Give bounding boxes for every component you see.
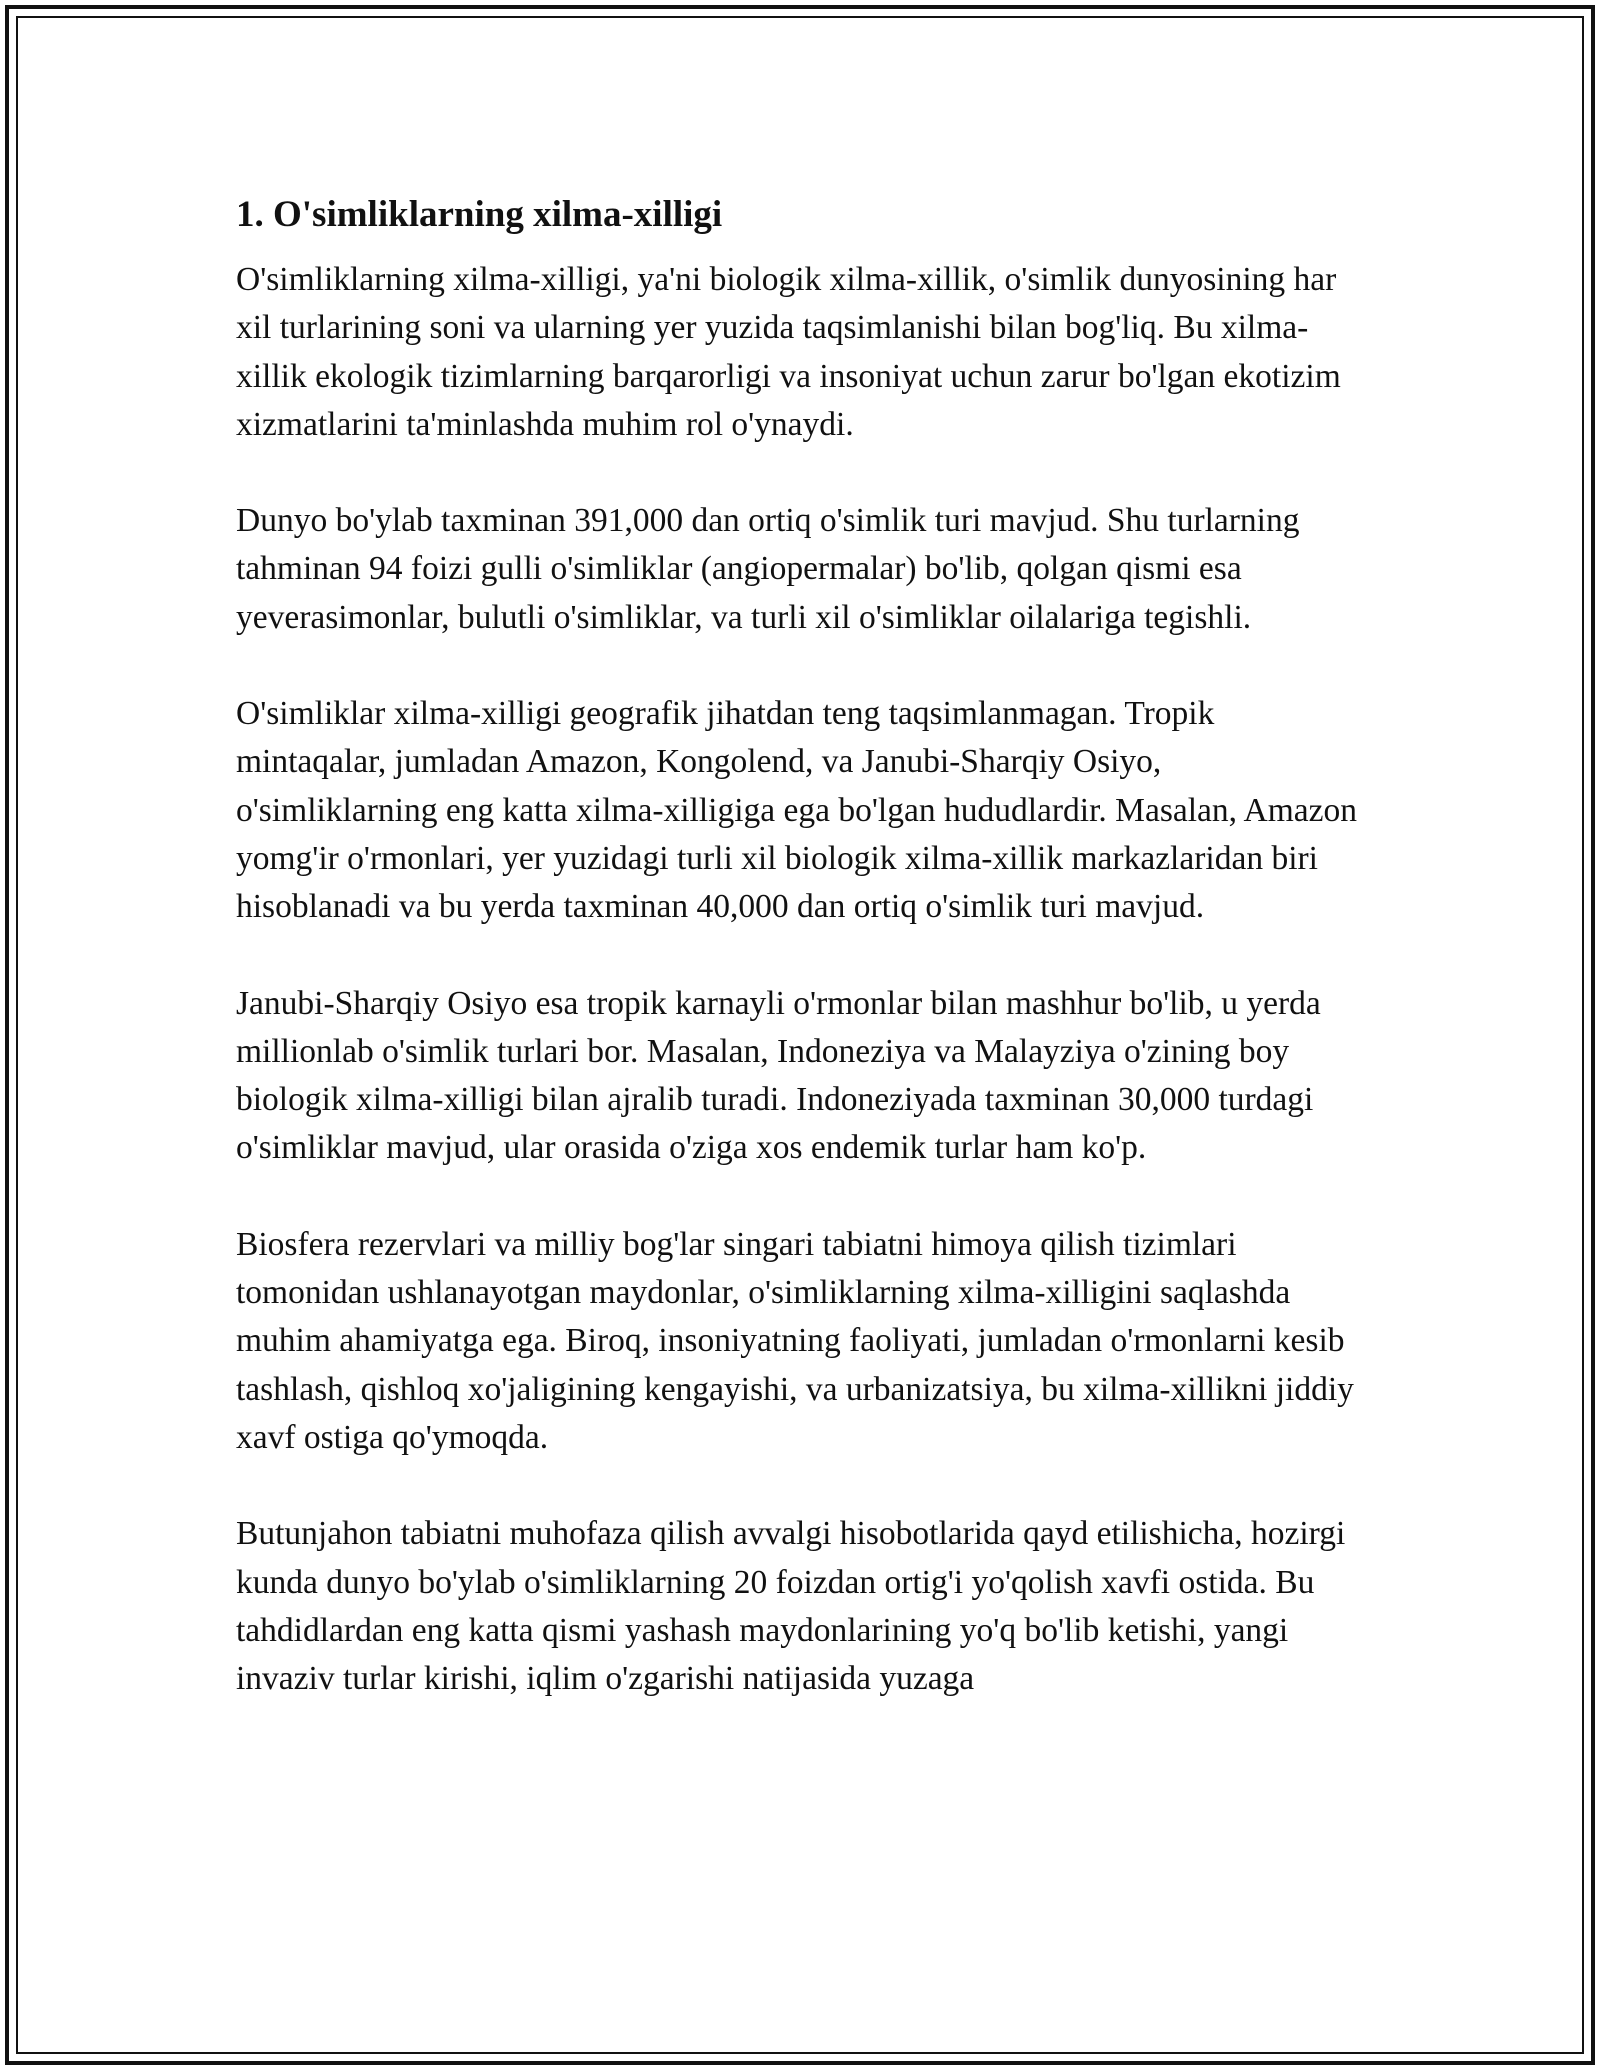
- paragraph-4: Janubi-Sharqiy Osiyo esa tropik karnayli o'rmonlar bilan mashhur bo'lib, u yerda millionlab o'simlik turlari bor. Masalan, Indoneziya va Malayziya o'zining boy biologik xilma-xilligi bilan ajralib turadi. Indoneziyada taxminan 30,000 turdagi o'simliklar mavjud, ular orasida o'ziga xos endemik turlar ham ko'p.: [236, 984, 1321, 1167]
- paragraph-2: Dunyo bo'ylab taxminan 391,000 dan ortiq o'simlik turi mavjud. Shu turlarning tahminan 94 foizi gulli o'simliklar (angiopermalar) bo'lib, qolgan qismi esa yeverasimonlar, bulutli o'simliklar, va turli xil o'simliklar oilalariga tegishli.: [236, 502, 1300, 636]
- paragraph-1: O'simliklarning xilma-xilligi, ya'ni biologik xilma-xillik, o'simlik dunyosining har xil turlarining soni va ularning yer yuzida taqsimlanishi bilan bog'liq. Bu xilma-xillik ekologik tizimlarning barqarorligi va insoniyat uchun zarur bo'lgan ekotizim xizmatlarini ta'minlashda muhim rol o'ynaydi.: [236, 261, 1341, 443]
- paragraph-6: Butunjahon tabiatni muhofaza qilish avvalgi hisobotlarida qayd etilishicha, hozirgi kunda dunyo bo'ylab o'simliklarning 20 foizdan ortig'i yo'qolish xavfi ostida. Bu tahdidlardan eng katta qismi yashash maydonlarining yo'q bo'lib ketishi, yangi invaziv turlar kirishi, iqlim o'zgarishi natijasida yuzaga: [236, 1515, 1346, 1698]
- paragraph-5: Biosfera rezervlari va milliy bog'lar singari tabiatni himoya qilish tizimlari tomonidan ushlanayotgan maydonlar, o'simliklarning xilma-xilligini saqlashda muhim ahamiyatga ega. Biroq, insoniyatning faoliyati, jumladan o'rmonlarni kesib tashlash, qishloq xo'jaligining kengayishi, va urbanizatsiya, bu xilma-xillikni jiddiy xavf ostiga qo'ymoqda.: [236, 1225, 1354, 1456]
- document-body: [236, 186, 1366, 1751]
- paragraph-3: O'simliklar xilma-xilligi geografik jihatdan teng taqsimlanmagan. Tropik mintaqalar, jumladan Amazon, Kongolend, va Janubi-Sharqiy Osiyo, o'simliklarning eng katta xilma-xilligiga ega bo'lgan hududlardir. Masalan, Amazon yomg'ir o'rmonlari, yer yuzidagi turli xil biologik xilma-xillik markazlaridan biri hisoblanadi va bu yerda taxminan 40,000 dan ortiq o'simlik turi mavjud.: [236, 695, 1358, 926]
- section-heading: 1. O'simliklarning xilma-xilligi: [236, 194, 723, 235]
